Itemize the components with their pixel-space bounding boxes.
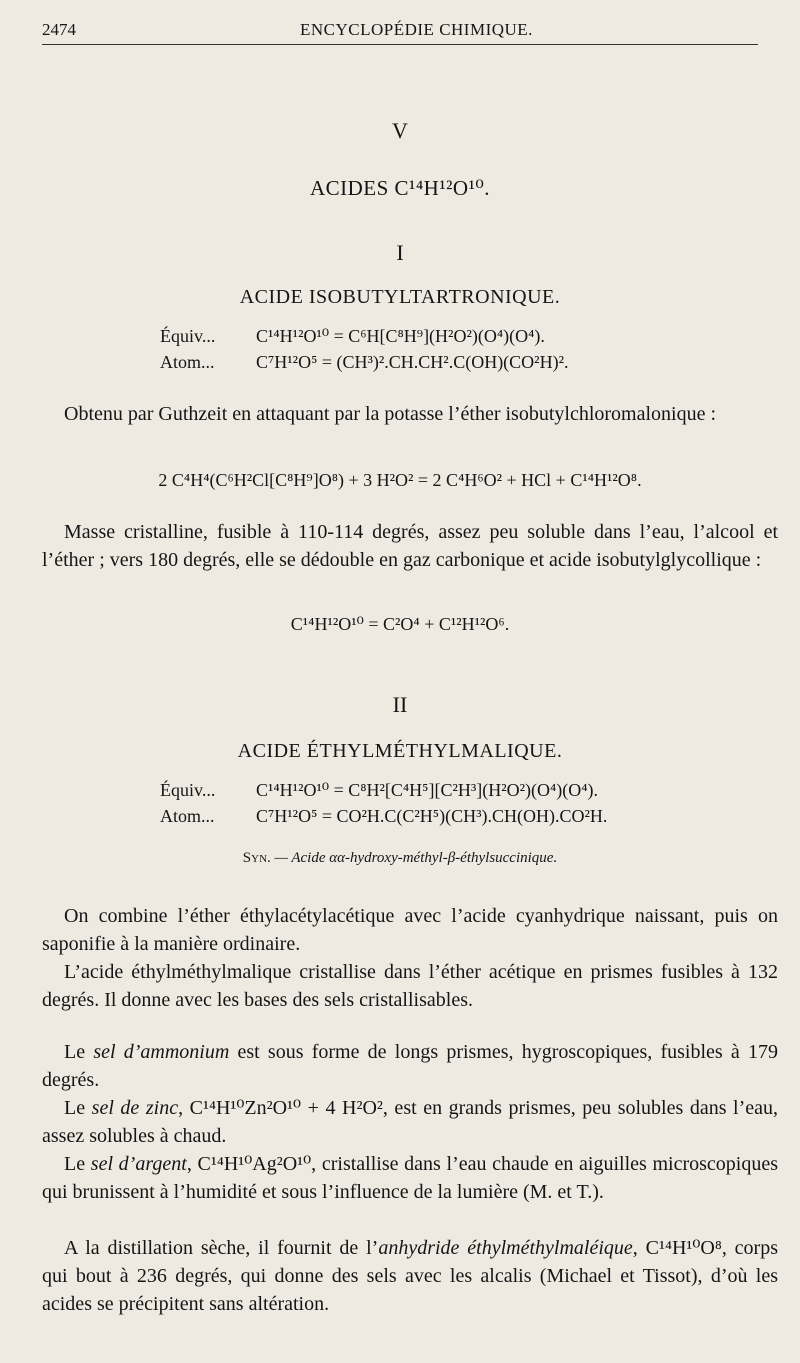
salt-name: sel de zinc	[91, 1097, 179, 1119]
atom-formula: C⁷H¹²O⁵ = (CH³)².CH.CH².C(OH)(CO²H)².	[256, 352, 569, 372]
atom-formula: C⁷H¹²O⁵ = CO²H.C(C²H⁵)(CH³).CH(OH).CO²H.	[256, 806, 608, 826]
subsection-1-paragraph-1: Obtenu par Guthzeit en attaquant par la potasse l’éther isobutylchloromalonique :	[64, 403, 717, 425]
equiv-formula: C¹⁴H¹²O¹⁰ = C⁸H²[C⁴H⁵][C²H³](H²O²)(O⁴)(O⁴).	[256, 780, 599, 800]
paragraph-dry-distillation	[42, 1234, 778, 1318]
subsection-2-title: ACIDE ÉTHYLMÉTHYLMALIQUE.	[237, 740, 563, 762]
text-run: A la distillation sèche, il fournit de l’	[64, 1237, 379, 1259]
equiv-label: Équiv...	[160, 780, 216, 800]
subsection-2-paragraph-1: On combine l’éther éthylacétylacétique avec l’acide cyanhydrique naissant, puis on saponifie à la manière ordinaire.	[42, 905, 778, 955]
equiv-label: Équiv...	[160, 326, 216, 346]
anhydride-name: anhydride éthylméthylmaléique	[378, 1237, 633, 1259]
text-run: Le	[64, 1041, 94, 1063]
subsection-1-paragraph-2: Masse cristalline, fusible à 110-114 degrés, assez peu soluble dans l’eau, l’alcool et l’éther ; vers 180 degrés, elle se dédouble en gaz carbonique et acide isobutylglycollique :	[42, 521, 778, 571]
salt-name: sel d’ammonium	[93, 1041, 230, 1063]
synonym-text: — Acide αα-hydroxy-méthyl-β-éthylsuccinique.	[274, 850, 558, 866]
subsection-1-equiv-row	[160, 326, 545, 347]
subsection-1-roman-numeral: I	[396, 240, 404, 265]
section-roman-numeral: V	[392, 118, 408, 143]
text-run: , C¹⁴H¹⁰Zn²O¹⁰ + 4 H²O², est en grands prismes, peu solubles dans l’eau, assez solubles à chaud.	[42, 1097, 779, 1147]
equiv-formula: C¹⁴H¹²O¹⁰ = C⁶H[C⁸H⁹](H²O²)(O⁴)(O⁴).	[256, 326, 545, 346]
text-run: Le	[64, 1153, 91, 1175]
synonym-label: Syn.	[242, 850, 271, 866]
subsection-1-equation-2: C¹⁴H¹²O¹⁰ = C²O⁴ + C¹²H¹²O⁶.	[290, 614, 510, 634]
header-divider	[42, 44, 758, 45]
subsection-2-paragraph-2: L’acide éthylméthylmalique cristallise dans l’éther acétique en prismes fusibles à 132 degrés. Il donne avec les bases des sels cristallisables.	[42, 961, 778, 1011]
subsection-2-atom-row	[160, 806, 607, 827]
page-number: 2474	[42, 20, 76, 39]
text-run: , C¹⁴H¹⁰Ag²O¹⁰, cristallise dans l’eau chaude en aiguilles microscopiques qui brunissent à l’humidité et sous l’influence de la lumière (M. et T.).	[42, 1153, 779, 1203]
atom-label: Atom...	[160, 352, 215, 372]
subsection-1-title: ACIDE ISOBUTYLTARTRONIQUE.	[239, 286, 561, 308]
section-title: ACIDES C¹⁴H¹²O¹⁰.	[309, 176, 491, 200]
text-run: Le	[64, 1097, 92, 1119]
subsection-1-equation-1: 2 C⁴H⁴(C⁶H²Cl[C⁸H⁹]O⁸) + 3 H²O² = 2 C⁴H⁶O² + HCl + C¹⁴H¹²O⁸.	[158, 470, 642, 490]
synonym-line	[0, 850, 800, 867]
paragraph-zinc-salt	[42, 1094, 778, 1150]
text-run: est sous forme de longs prismes, hygroscopiques, fusibles à 179 degrés.	[42, 1041, 779, 1091]
paragraph-silver-salt	[42, 1150, 778, 1206]
salt-name: sel d’argent	[90, 1153, 187, 1175]
subsection-1-atom-row	[160, 352, 568, 373]
atom-label: Atom...	[160, 806, 215, 826]
text-run: , C¹⁴H¹⁰O⁸, corps qui bout à 236 degrés, qui donne des sels avec les alcalis (Michael et Tissot), d’où les acides se précipitent sans altération.	[42, 1237, 778, 1315]
subsection-2-equiv-row	[160, 780, 598, 801]
paragraph-ammonium-salt	[42, 1038, 778, 1094]
subsection-2-roman-numeral: II	[392, 692, 408, 717]
running-title: ENCYCLOPÉDIE CHIMIQUE.	[300, 20, 533, 39]
